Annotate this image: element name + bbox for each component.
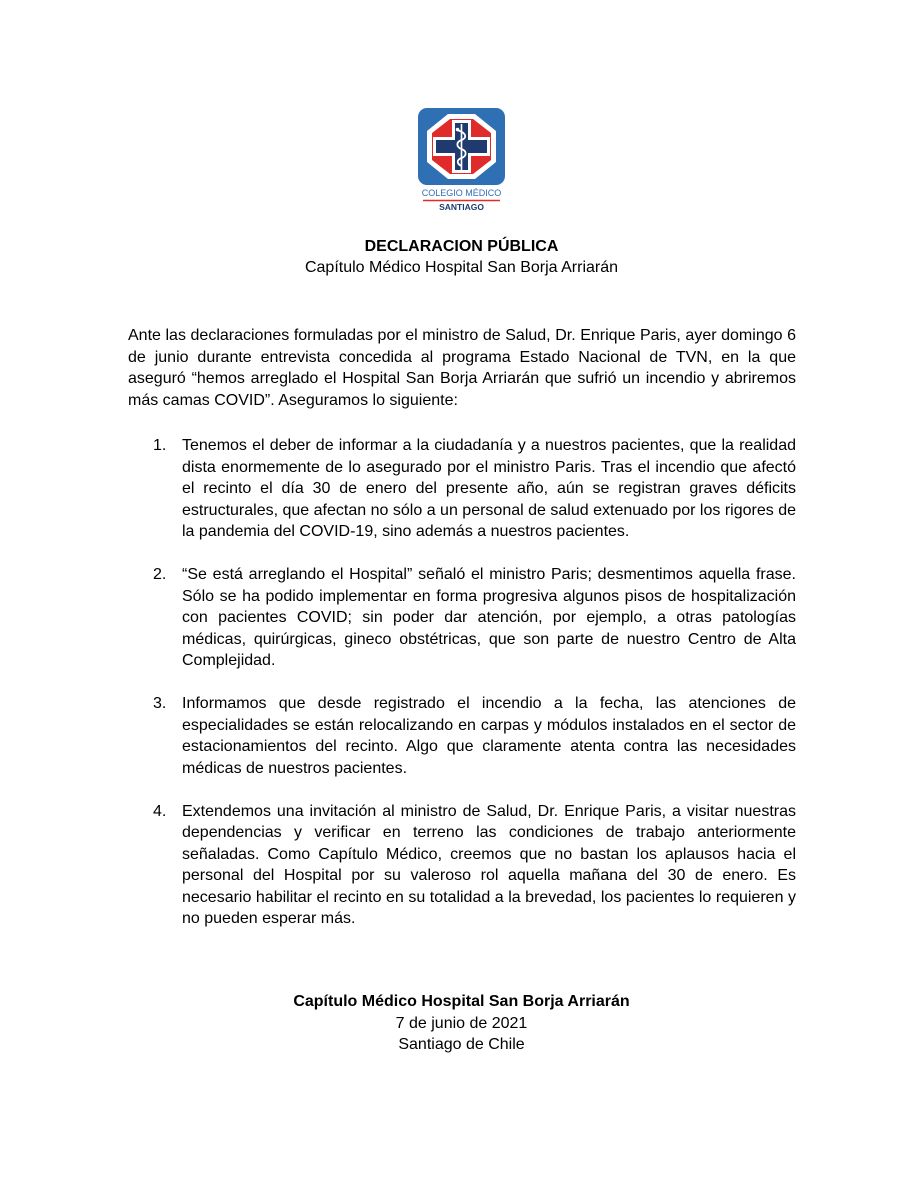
list-item-number: 3. — [153, 695, 167, 712]
signature-block — [0, 991, 923, 1056]
intro-paragraph: Ante las declaraciones formuladas por el ministro de Salud, Dr. Enrique Paris, ayer domingo 6 de junio durante entrevista concedida al programa Estado Nacional de TVN, en la que aseguró “hemos arreglado el Hospital San Borja Arriarán que sufrió un incendio y abriremos más camas COVID”. Aseguramos lo siguiente: — [128, 327, 796, 409]
signature-place: Santiago de Chile — [398, 1036, 525, 1053]
list-item — [128, 435, 796, 543]
logo-emblem — [414, 106, 509, 216]
list-item — [128, 801, 796, 930]
signature-date: 7 de junio de 2021 — [395, 1014, 528, 1032]
signature-name: Capítulo Médico Hospital San Borja Arriarán — [293, 993, 630, 1010]
list-item-number: 2. — [153, 566, 167, 583]
numbered-list — [128, 435, 796, 951]
document-subtitle: Capítulo Médico Hospital San Borja Arriarán — [304, 259, 619, 276]
logo-text-line1: COLEGIO MÉDICO — [421, 188, 502, 198]
list-item-text: “Se está arreglando el Hospital” señaló el ministro Paris; desmentimos aquella frase. Sólo se ha podido implementar en forma progresiva algunos pisos de hospitalización con pacientes COVID; sin poder dar atención, por ejemplo, a otras patologías médicas, quirúrgicas, gineco obstétricas, que son parte de nuestro Centro de Alta Complejidad. — [182, 566, 796, 669]
list-item-text: Tenemos el deber de informar a la ciudadanía y a nuestros pacientes, que la realidad dista enormemente de lo asegurado por el ministro Paris. Tras el incendio que afectó el recinto el día 30 de enero del presente año, aún se registran graves déficits estructurales, que afectan no sólo a un personal de salud extenuado por los rigores de la pandemia del COVID-19, sino además a nuestros pacientes. — [182, 437, 796, 540]
colegio-medico-logo — [414, 106, 509, 216]
logo-text-line2: SANTIAGO — [439, 202, 484, 212]
list-item-text: Extendemos una invitación al ministro de Salud, Dr. Enrique Paris, a visitar nuestras dependencias y verificar en terreno las condiciones de trabajo anteriormente señaladas. Como Capítulo Médico, creemos que no bastan los aplausos hacia el personal del Hospital por su valeroso rol aquella mañana del 30 de enero. Es necesario habilitar el recinto en su totalidad a la brevedad, los pacientes lo requieren y no pueden esperar más. — [182, 802, 796, 927]
list-item-number: 1. — [153, 437, 167, 454]
list-item-number: 4. — [153, 802, 167, 820]
list-item-text: Informamos que desde registrado el incendio a la fecha, las atenciones de especialidades se están relocalizando en carpas y módulos instalados en el sector de estacionamientos del recinto. Algo que claramente atenta contra las necesidades médicas de nuestros pacientes. — [182, 695, 796, 777]
document-heading — [0, 236, 923, 278]
list-item — [128, 693, 796, 779]
document-title: DECLARACION PÚBLICA — [364, 238, 559, 255]
list-item — [128, 564, 796, 672]
